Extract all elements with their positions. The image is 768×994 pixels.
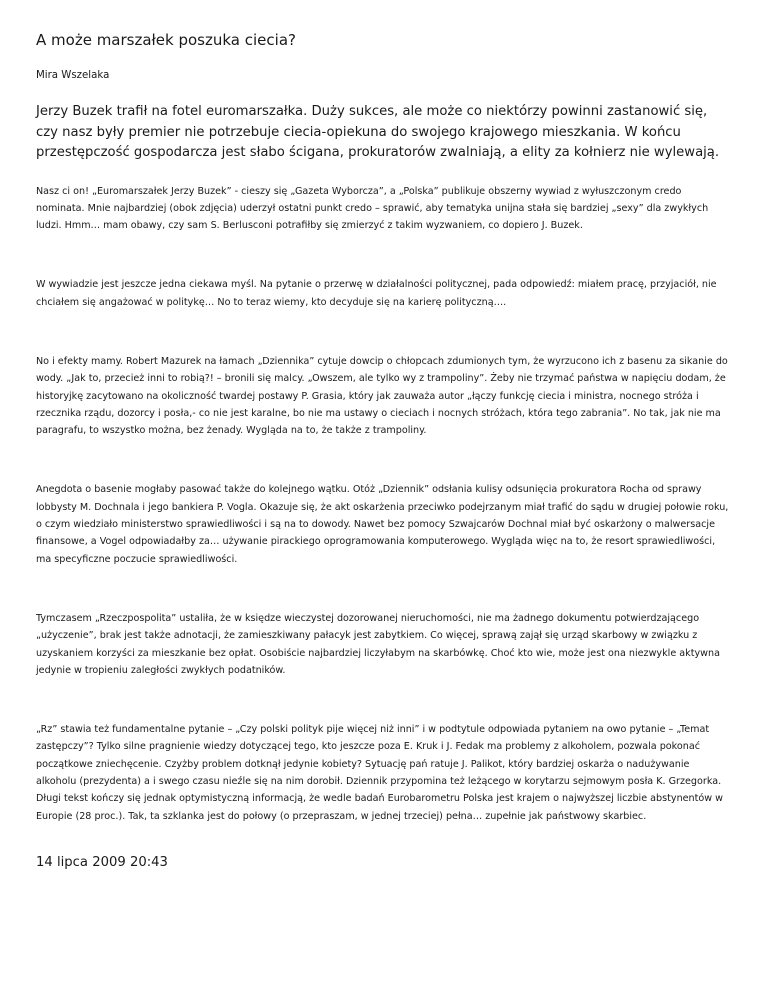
article-paragraph-3: No i efekty mamy. Robert Mazurek na łamach „Dziennika” cytuje dowcip o chłopcach zdumionych tym, że wyrzucono ich z basenu za sikanie do wody. „Jak to, przecież inni to robią?! – bronili się malcy. „Owszem, ale tylko wy z trampoliny”. Żeby nie trzymać państwa w napięciu dodam, że historyjkę zacytowano na okoliczność twardej postawy P. Grasia, który jak zauważa autor „łączy funkcję ciecia i ministra, nocnego stróża i rzecznika rządu, dozorcy i posła,- co nie jest karalne, bo nie ma ustawy o cieciach i nocnych stróżach, która tego zabrania”. No tak, jak nie ma paragrafu, to wszystko można, bez żenady. Wygląda na to, że także z trampoliny.: [36, 355, 728, 437]
article-paragraph-4: Anegdota o basenie mogłaby pasować także do kolejnego wątku. Otóż „Dziennik” odsłania kulisy odsunięcia prokuratora Rocha od sprawy lobbysty M. Dochnala i jego bankiera P. Vogla. Okazuje się, że akt oskarżenia przeciwko podejrzanym miał trafić do sądu w drugiej połowie roku, o czym wiedziało ministerstwo sprawiedliwości i są na to dowody. Nawet bez pomocy Szwajcarów Dochnal miał być oskarżony o malwersacje finansowe, a Vogel odpowiadałby za… używanie pirackiego oprogramowania komputerowego. Wygląda więc na to, że resort sprawiedliwości, ma specyficzne poczucie sprawiedliwości.: [36, 484, 729, 565]
article-paragraph-5: Tymczasem „Rzeczpospolita” ustaliła, że w księdze wieczystej dozorowanej nieruchomości, nie ma żadnego dokumentu potwierdzającego „użyczenie”, brak jest także adnotacji, że zamieszkiwany pałacyk jest zabytkiem. Co więcej, sprawą zajął się urząd skarbowy w związku z uzyskaniem korzyści za mieszkanie bez opłat. Osobiście najbardziej liczyłabym na skarbówkę. Choć kto wie, może jest ona niezwykle aktywna jedynie w tropieniu zaległości zwykłych podatników.: [36, 612, 720, 676]
article-paragraph-1: Nasz ci on! „Euromarszałek Jerzy Buzek” - cieszy się „Gazeta Wyborcza”, a „Polska” publikuje obszerny wywiad z wyłuszczonym credo nominata. Mnie najbardziej (obok zdjęcia) uderzył ostatni punkt credo – sprawić, aby tematyka unijna stała się bardziej „sexy” dla zwykłych ludzi. Hmm… mam obawy, czy sam S. Berlusconi potrafiłby się zmierzyć z takim wyzwaniem, co dopiero J. Buzek.: [36, 185, 709, 232]
paragraph-spacer: [36, 234, 732, 276]
article-title: A może marszałek poszuka ciecia?: [36, 31, 296, 49]
paragraph-spacer: [36, 568, 732, 610]
article-paragraph-2: W wywiadzie jest jeszcze jedna ciekawa myśl. Na pytanie o przerwę w działalności politycznej, pada odpowiedź: miałem pracę, przyjaciół, nie chciałem się angażować w politykę… No to teraz wiemy, kto decyduje się na karierę polityczną….: [36, 279, 717, 308]
article-date: 14 lipca 2009 20:43: [36, 854, 168, 870]
paragraph-spacer: [36, 439, 732, 481]
article-author: Mira Wszelaka: [36, 70, 110, 81]
paragraph-spacer: [36, 311, 732, 353]
paragraph-spacer: [36, 679, 732, 721]
article-paragraph-6: „Rz” stawia też fundamentalne pytanie – „Czy polski polityk pije więcej niż inni” i w podtytule odpowiada pytaniem na owo pytanie – „Temat zastępczy”? Tylko silne pragnienie wiedzy dotyczącej tego, kto jeszcze poza E. Kruk i J. Fedak ma problemy z alkoholem, pozwala pokonać początkowe zniechęcenie. Czyżby problem dotknął jedynie kobiety? Sytuację pań ratuje J. Palikot, który bardziej oskarża o nadużywanie alkoholu (prezydenta) a i swego czasu nieźle się na nim dorobił. Dziennik przypomina też leżącego w korytarzu sejmowym posła K. Grzegorka. Długi tekst kończy się jednak optymistyczną informacją, że wedle badań Eurobarometru Polska jest krajem o najwyższej liczbie abstynentów w Europie (28 proc.). Tak, ta szklanka jest do połowy (o przepraszam, w jednej trzeciej) pełna… zupełnie jak państwowy skarbiec.: [36, 724, 724, 822]
article-lead: Jerzy Buzek trafił na fotel euromarszałka. Duży sukces, ale może co niektórzy powinni zastanowić się, czy nasz były premier nie potrzebuje ciecia-opiekuna do swojego krajowego mieszkania. W końcu przestępczość gospodarcza jest słabo ścigana, prokuratorów zwalniają, a elity za kołnierz nie wylewają.: [36, 104, 720, 160]
